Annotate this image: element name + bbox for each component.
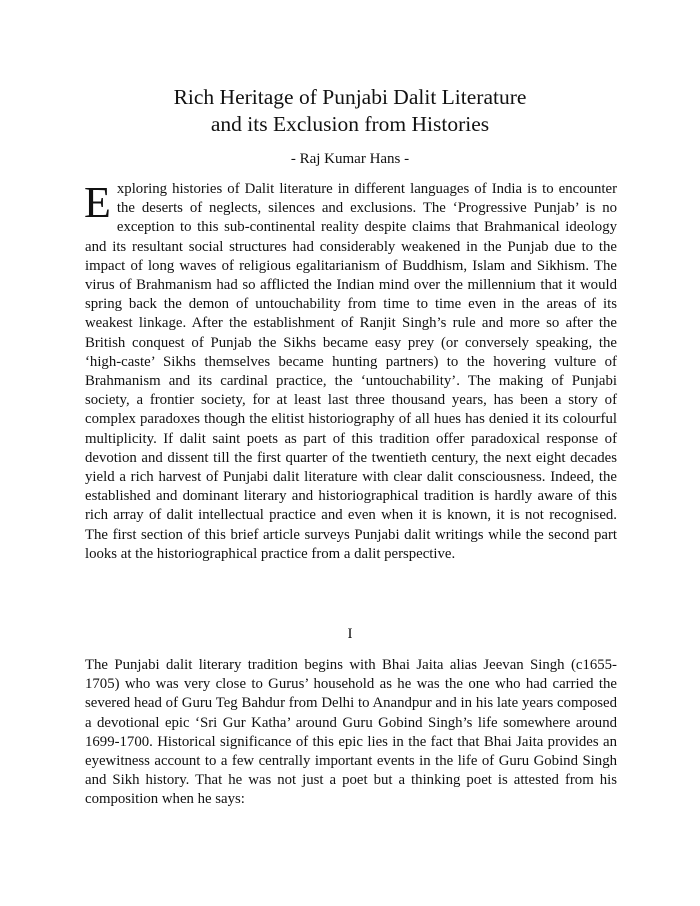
intro-paragraph-text: xploring histories of Dalit literature in different languages of India is to encounter the deserts of neglects, silences and exclusions. The ‘Progressive Punjab’ is no exception to this sub-continental reality despite claims that Brahmanical ideology and its resultant social structures had considerably weakened in the Punjab due to the impact of long waves of religious egalitarianism of Buddhism, Islam and Sikhism. The virus of Brahmanism had so afflicted the Indian mind over the millennium that it would spring back the demon of untouchability from time to time even in the areas of its weakest linkage. After the establishment of Ranjit Singh’s rule and more so after the British conquest of Punjab the Sikhs became easy prey (or conversely speaking, the ‘high-caste’ Sikhs themselves became hunting partners) to the hovering vulture of Brahmanism and its cardinal practice, the ‘untouchability’. The making of Punjabi society, a frontier society, for at least last three thousand years, has been a story of complex paradoxes though the elitist historiography of all hues has denied it its colourful multiplicity. If dalit saint poets as part of this tradition offer paradoxical response of devotion and dissent till the first quarter of the twentieth century, the next eight decades yield a rich harvest of Punjabi dalit literature with clear dalit consciousness. Indeed, the established and dominant literary and historiographical tradition is hardly aware of this rich array of dalit intellectual practice and even when it is known, it is not recognised. The first section of this brief article surveys Punjabi dalit writings while the second part looks at the historiographical practice from a dalit perspective. xyxy=(85,181,617,562)
title-line-1: Rich Heritage of Punjabi Dalit Literature xyxy=(173,85,527,109)
section-heading: I xyxy=(347,626,353,642)
author-byline: - Raj Kumar Hans - xyxy=(290,151,410,167)
title-line-2: and its Exclusion from Histories xyxy=(210,112,490,136)
intro-paragraph xyxy=(85,180,617,564)
section-one-paragraph: The Punjabi dalit literary tradition begins with Bhai Jaita alias Jeevan Singh (c1655-1705) who was very close to Gurus’ household as he was the one who had carried the severed head of Guru Teg Bahdur from Delhi to Anandpur and in his late years composed a devotional epic ‘Sri Gur Katha’ around Guru Gobind Singh’s life somewhere around 1699-1700. Historical significance of this epic lies in the fact that Bhai Jaita provides an eyewitness account to a few centrally important events in the life of Guru Gobind Singh and Sikh history. That he was not just a poet but a thinking poet is attested from his composition when he says: xyxy=(85,657,617,808)
drop-cap: E xyxy=(84,178,111,227)
article-title xyxy=(0,84,700,138)
